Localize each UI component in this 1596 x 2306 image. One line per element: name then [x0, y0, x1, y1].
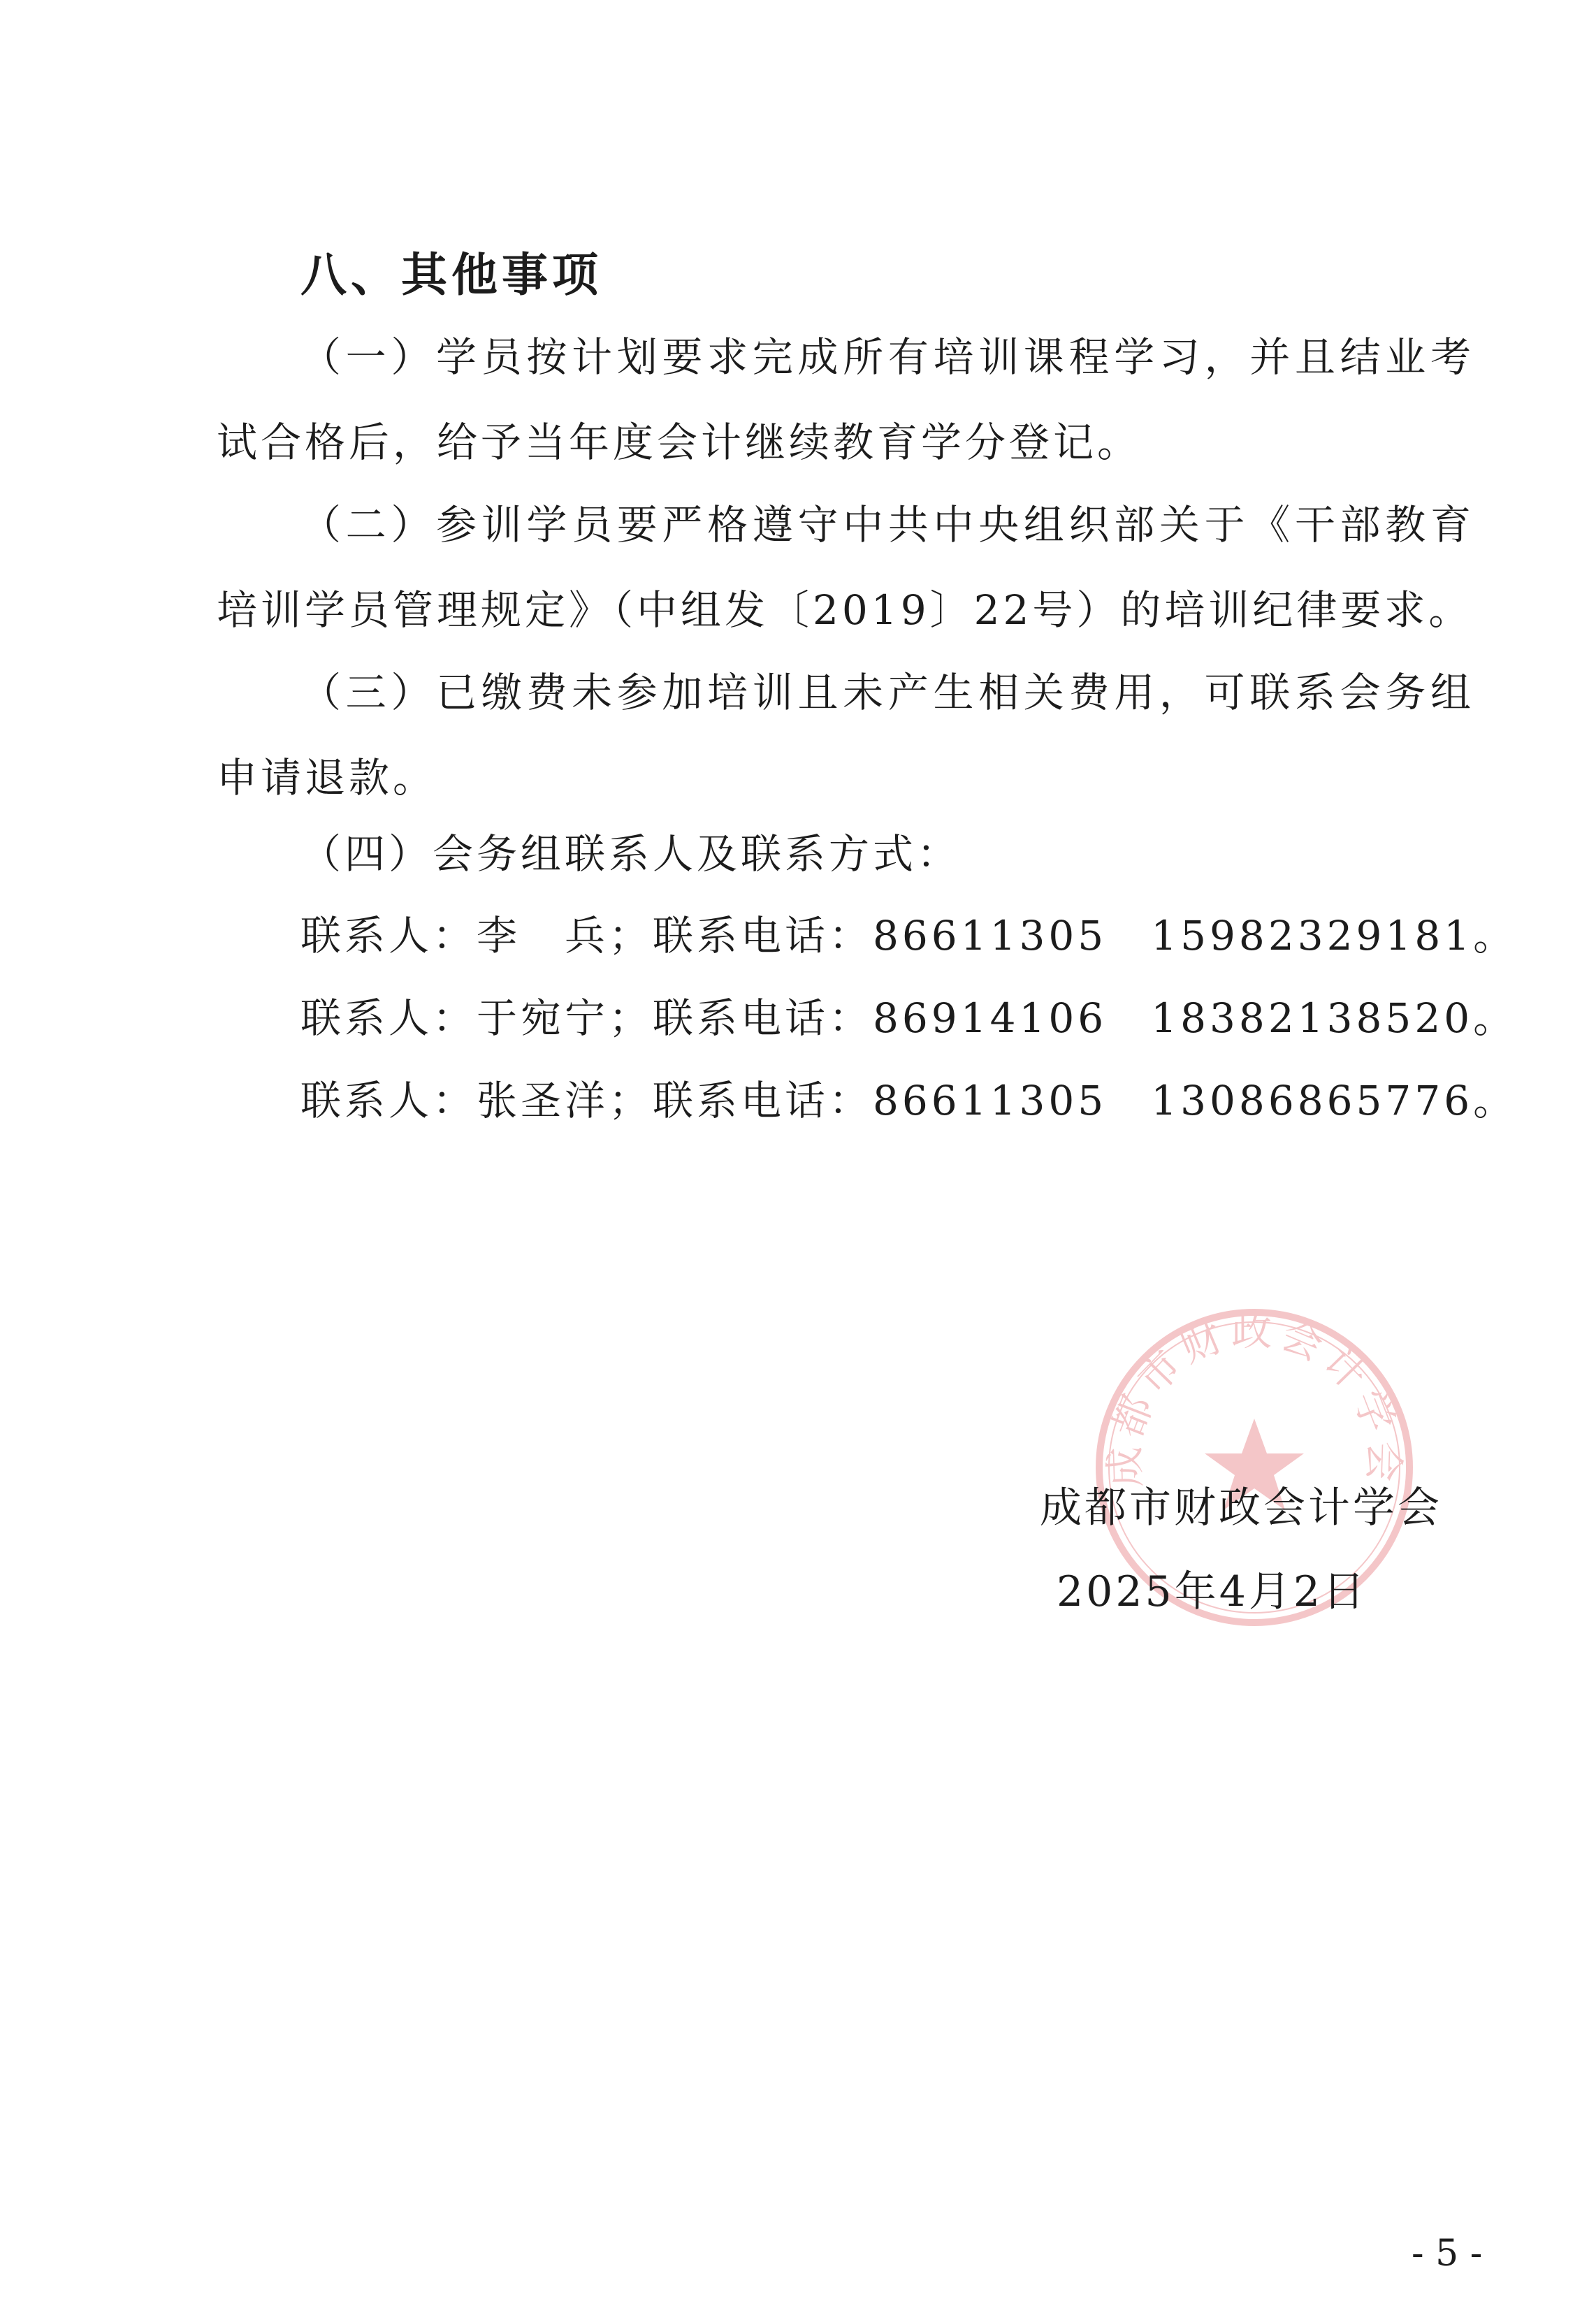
contact-line-2: 联系人：于宛宁；联系电话：86914106 18382138520。: [300, 994, 1518, 1042]
paragraph-item-3: （三）已缴费未参加培训且未产生相关费用，可联系会务组申请退款。: [217, 669, 1474, 802]
section-heading: 八、其他事项: [300, 248, 602, 302]
paragraph-item-2: （二）参训学员要严格遵守中共中央组织部关于《干部教育培训学员管理规定》（中组发〔2019〕22号）的培训纪律要求。: [217, 501, 1474, 634]
contact-line-1: 联系人：李 兵；联系电话：86611305 15982329181。: [300, 912, 1518, 959]
signature-organization: 成都市财政会计学会: [1040, 1484, 1442, 1532]
paragraph-item-4: （四）会务组联系人及联系方式：: [300, 830, 962, 878]
signature-date: 2025年4月2日: [1057, 1567, 1368, 1616]
page-number: - 5 -: [1412, 2233, 1483, 2275]
paragraph-item-1: （一）学员按计划要求完成所有培训课程学习，并且结业考试合格后，给予当年度会计继续教育学分登记。: [217, 333, 1474, 466]
seal-text: 成都市财政会计学会: [1101, 1307, 1408, 1488]
svg-text:成都市财政会计学会: [1101, 1307, 1408, 1488]
contact-line-3: 联系人：张圣洋；联系电话：86611305 13086865776。: [300, 1077, 1518, 1124]
